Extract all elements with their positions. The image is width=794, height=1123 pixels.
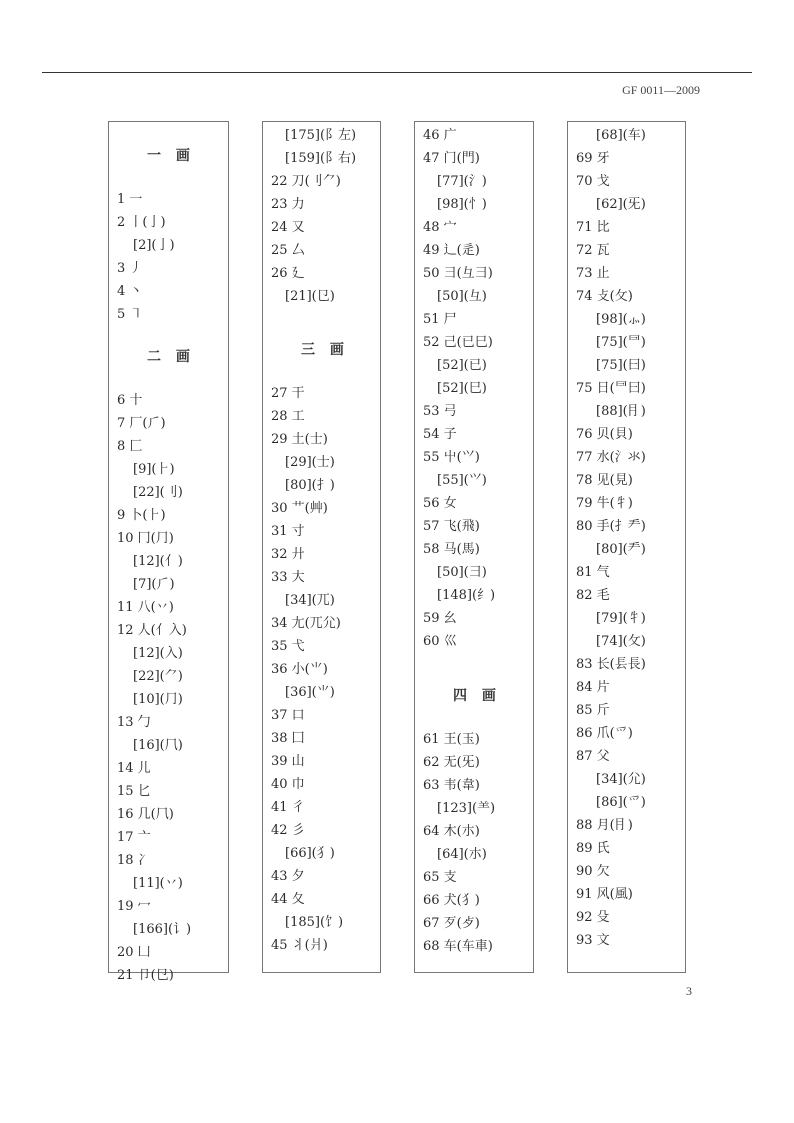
radical-entry: 66 犬(犭) (423, 893, 480, 908)
radical-entry: 75 日(⺜曰) (576, 381, 646, 396)
radical-entry: 60 巛 (423, 634, 457, 649)
radical-entry: 2 丨(亅) (117, 215, 166, 230)
radical-entry: 58 马(馬) (423, 542, 480, 557)
radical-entry: [66](犭) (285, 846, 335, 861)
radical-entry: 88 月(⺝) (576, 818, 633, 833)
radical-entry: [34](兀) (285, 593, 335, 608)
radical-entry: 12 人(亻入) (117, 623, 187, 638)
radical-entry: 72 瓦 (576, 243, 610, 258)
radical-entry: 7 厂(⺁) (117, 416, 166, 431)
radical-entry: [10](⺆) (133, 692, 183, 707)
stroke-count-heading: 一 画 (147, 148, 195, 164)
radical-entry: 5 ㇕ (117, 307, 143, 322)
radical-entry: 6 十 (117, 393, 143, 408)
radical-entry: 89 氏 (576, 841, 610, 856)
radical-entry: 84 片 (576, 680, 610, 695)
radical-entry: 11 八(丷) (117, 600, 174, 615)
radical-entry: 49 辶(辵) (423, 243, 480, 258)
radical-entry: [2](亅) (133, 238, 175, 253)
radical-entry: 83 长(镸長) (576, 657, 646, 672)
radical-entry: 23 力 (271, 197, 305, 212)
radical-entry: 93 文 (576, 933, 610, 948)
radical-entry: [62](旡) (596, 197, 646, 212)
radical-entry: [12](入) (133, 646, 183, 661)
radical-entry: 92 殳 (576, 910, 610, 925)
radical-entry: 54 子 (423, 427, 457, 442)
stroke-count-heading: 四 画 (453, 688, 501, 704)
radical-entry: 28 工 (271, 409, 305, 424)
page-number: 3 (686, 984, 692, 998)
radical-entry: [12](亻) (133, 554, 183, 569)
radical-entry: 10 冂(⺆) (117, 531, 174, 546)
radical-entry: [123](⺷) (437, 801, 496, 816)
radical-entry: [16](⺇) (133, 738, 183, 753)
radical-entry: 17 亠 (117, 830, 151, 845)
radical-entry: 55 屮(⺍) (423, 450, 480, 465)
radical-entry: [50](彑) (437, 289, 487, 304)
radical-entry: [185](饣) (285, 915, 344, 930)
radical-entry: [50](⺕) (437, 565, 487, 580)
radical-entry: 51 尸 (423, 312, 457, 327)
radical-entry: 79 牛(牜) (576, 496, 633, 511)
radical-entry: [77](氵) (437, 174, 487, 189)
radical-entry: 77 水(氵氺) (576, 450, 646, 465)
radical-entry: [9](⺊) (133, 462, 175, 477)
radical-entry: [52](巳) (437, 381, 487, 396)
radical-entry: 52 己(已巳) (423, 335, 493, 350)
radical-entry: [34](尣) (596, 772, 646, 787)
radical-entry: 85 斤 (576, 703, 610, 718)
radical-entry: [75](曰) (596, 358, 646, 373)
radical-entry: 68 车(车車) (423, 939, 493, 954)
radical-entry: [55](⺍) (437, 473, 487, 488)
radical-entry: 40 巾 (271, 777, 305, 792)
radical-column-2 (262, 121, 381, 973)
radical-entry: 33 大 (271, 570, 305, 585)
radical-entry: [74](攵) (596, 634, 646, 649)
radical-entry: 63 韦(韋) (423, 778, 480, 793)
radical-entry: [75](⺜) (596, 335, 646, 350)
radical-entry: [80](龵) (596, 542, 646, 557)
radical-entry: 71 比 (576, 220, 610, 235)
radical-entry: [88](⺝) (596, 404, 646, 419)
radical-entry: 14 儿 (117, 761, 151, 776)
radical-entry: 9 卜(⺊) (117, 508, 166, 523)
radical-entry: [175](阝左) (285, 128, 357, 143)
radical-entry: [98](忄) (437, 197, 487, 212)
radical-entry: 43 夕 (271, 869, 305, 884)
radical-entry: 62 无(旡) (423, 755, 480, 770)
radical-entry: 4 丶 (117, 284, 143, 299)
radical-entry: [79](牜) (596, 611, 646, 626)
radical-entry: [29](士) (285, 455, 335, 470)
radical-entry: [159](阝右) (285, 151, 357, 166)
radical-entry: 8 匚 (117, 439, 143, 454)
radical-entry: 30 艹(艸) (271, 501, 328, 516)
radical-column-3 (414, 121, 534, 973)
radical-entry: 15 匕 (117, 784, 151, 799)
radical-entry: 76 贝(貝) (576, 427, 633, 442)
radical-entry: 74 攴(攵) (576, 289, 633, 304)
radical-entry: 64 木(朩) (423, 824, 480, 839)
radical-entry: 24 又 (271, 220, 305, 235)
radical-entry: 86 爪(爫) (576, 726, 633, 741)
radical-entry: 47 门(門) (423, 151, 480, 166)
radical-entry: 45 丬(爿) (271, 938, 328, 953)
radical-entry: 39 山 (271, 754, 305, 769)
radical-entry: 35 弋 (271, 639, 305, 654)
standard-code: GF 0011—2009 (622, 83, 700, 97)
radical-entry: 73 止 (576, 266, 610, 281)
radical-entry: [7](⺁) (133, 577, 175, 592)
radical-entry: 18 冫 (117, 853, 151, 868)
radical-entry: 87 父 (576, 749, 610, 764)
radical-entry: [22](刂) (133, 485, 183, 500)
radical-entry: 29 土(士) (271, 432, 328, 447)
radical-entry: [64](朩) (437, 847, 487, 862)
radical-entry: 21 卩(㔾) (117, 968, 174, 983)
radical-entry: 44 夂 (271, 892, 305, 907)
radical-entry: [80](扌) (285, 478, 335, 493)
radical-entry: [36](⺌) (285, 685, 335, 700)
radical-entry: 81 气 (576, 565, 610, 580)
radical-entry: 20 凵 (117, 945, 151, 960)
radical-entry: [68](车) (596, 128, 646, 143)
radical-entry: [148](纟) (437, 588, 496, 603)
radical-entry: 69 牙 (576, 151, 610, 166)
radical-entry: 50 彐(彑⺕) (423, 266, 493, 281)
radical-entry: 42 彡 (271, 823, 305, 838)
radical-entry: 32 廾 (271, 547, 305, 562)
radical-entry: 34 尢(兀尣) (271, 616, 341, 631)
radical-entry: 22 刀(刂⺈) (271, 174, 341, 189)
radical-entry: 91 风(風) (576, 887, 633, 902)
stroke-count-heading: 三 画 (301, 342, 349, 358)
radical-entry: 31 寸 (271, 524, 305, 539)
radical-entry: 56 女 (423, 496, 457, 511)
radical-entry: 61 王(玉) (423, 732, 480, 747)
radical-entry: 57 飞(飛) (423, 519, 480, 534)
radical-entry: 65 支 (423, 870, 457, 885)
radical-entry: 70 戈 (576, 174, 610, 189)
radical-entry: 27 干 (271, 386, 305, 401)
radical-entry: 26 廴 (271, 266, 305, 281)
radical-entry: [11](丷) (133, 876, 183, 891)
radical-entry: 1 一 (117, 192, 143, 207)
radical-entry: [98](⺗) (596, 312, 646, 327)
radical-entry: 3 丿 (117, 261, 143, 276)
radical-entry: [52](已) (437, 358, 487, 373)
radical-entry: 41 彳 (271, 800, 305, 815)
radical-entry: 90 欠 (576, 864, 610, 879)
radical-entry: 59 幺 (423, 611, 457, 626)
radical-entry: 82 毛 (576, 588, 610, 603)
stroke-count-heading: 二 画 (147, 349, 195, 365)
radical-entry: 25 厶 (271, 243, 305, 258)
radical-entry: [166](讠) (133, 922, 192, 937)
radical-entry: [22](⺈) (133, 669, 183, 684)
radical-entry: [86](爫) (596, 795, 646, 810)
radical-column-1 (108, 121, 229, 983)
radical-entry: 38 囗 (271, 731, 305, 746)
radical-entry: [21](㔾) (285, 289, 335, 304)
radical-entry: 46 广 (423, 128, 457, 143)
radical-entry: 37 口 (271, 708, 305, 723)
radical-entry: 13 勹 (117, 715, 151, 730)
radical-entry: 53 弓 (423, 404, 457, 419)
top-rule (42, 72, 752, 73)
radical-column-4 (567, 121, 686, 973)
radical-entry: 67 歹(歺) (423, 916, 480, 931)
radical-entry: 78 见(見) (576, 473, 633, 488)
radical-entry: 16 几(⺇) (117, 807, 174, 822)
radical-entry: 80 手(扌龵) (576, 519, 646, 534)
radical-entry: 36 小(⺌) (271, 662, 328, 677)
radical-entry: 48 宀 (423, 220, 457, 235)
radical-entry: 19 冖 (117, 899, 151, 914)
